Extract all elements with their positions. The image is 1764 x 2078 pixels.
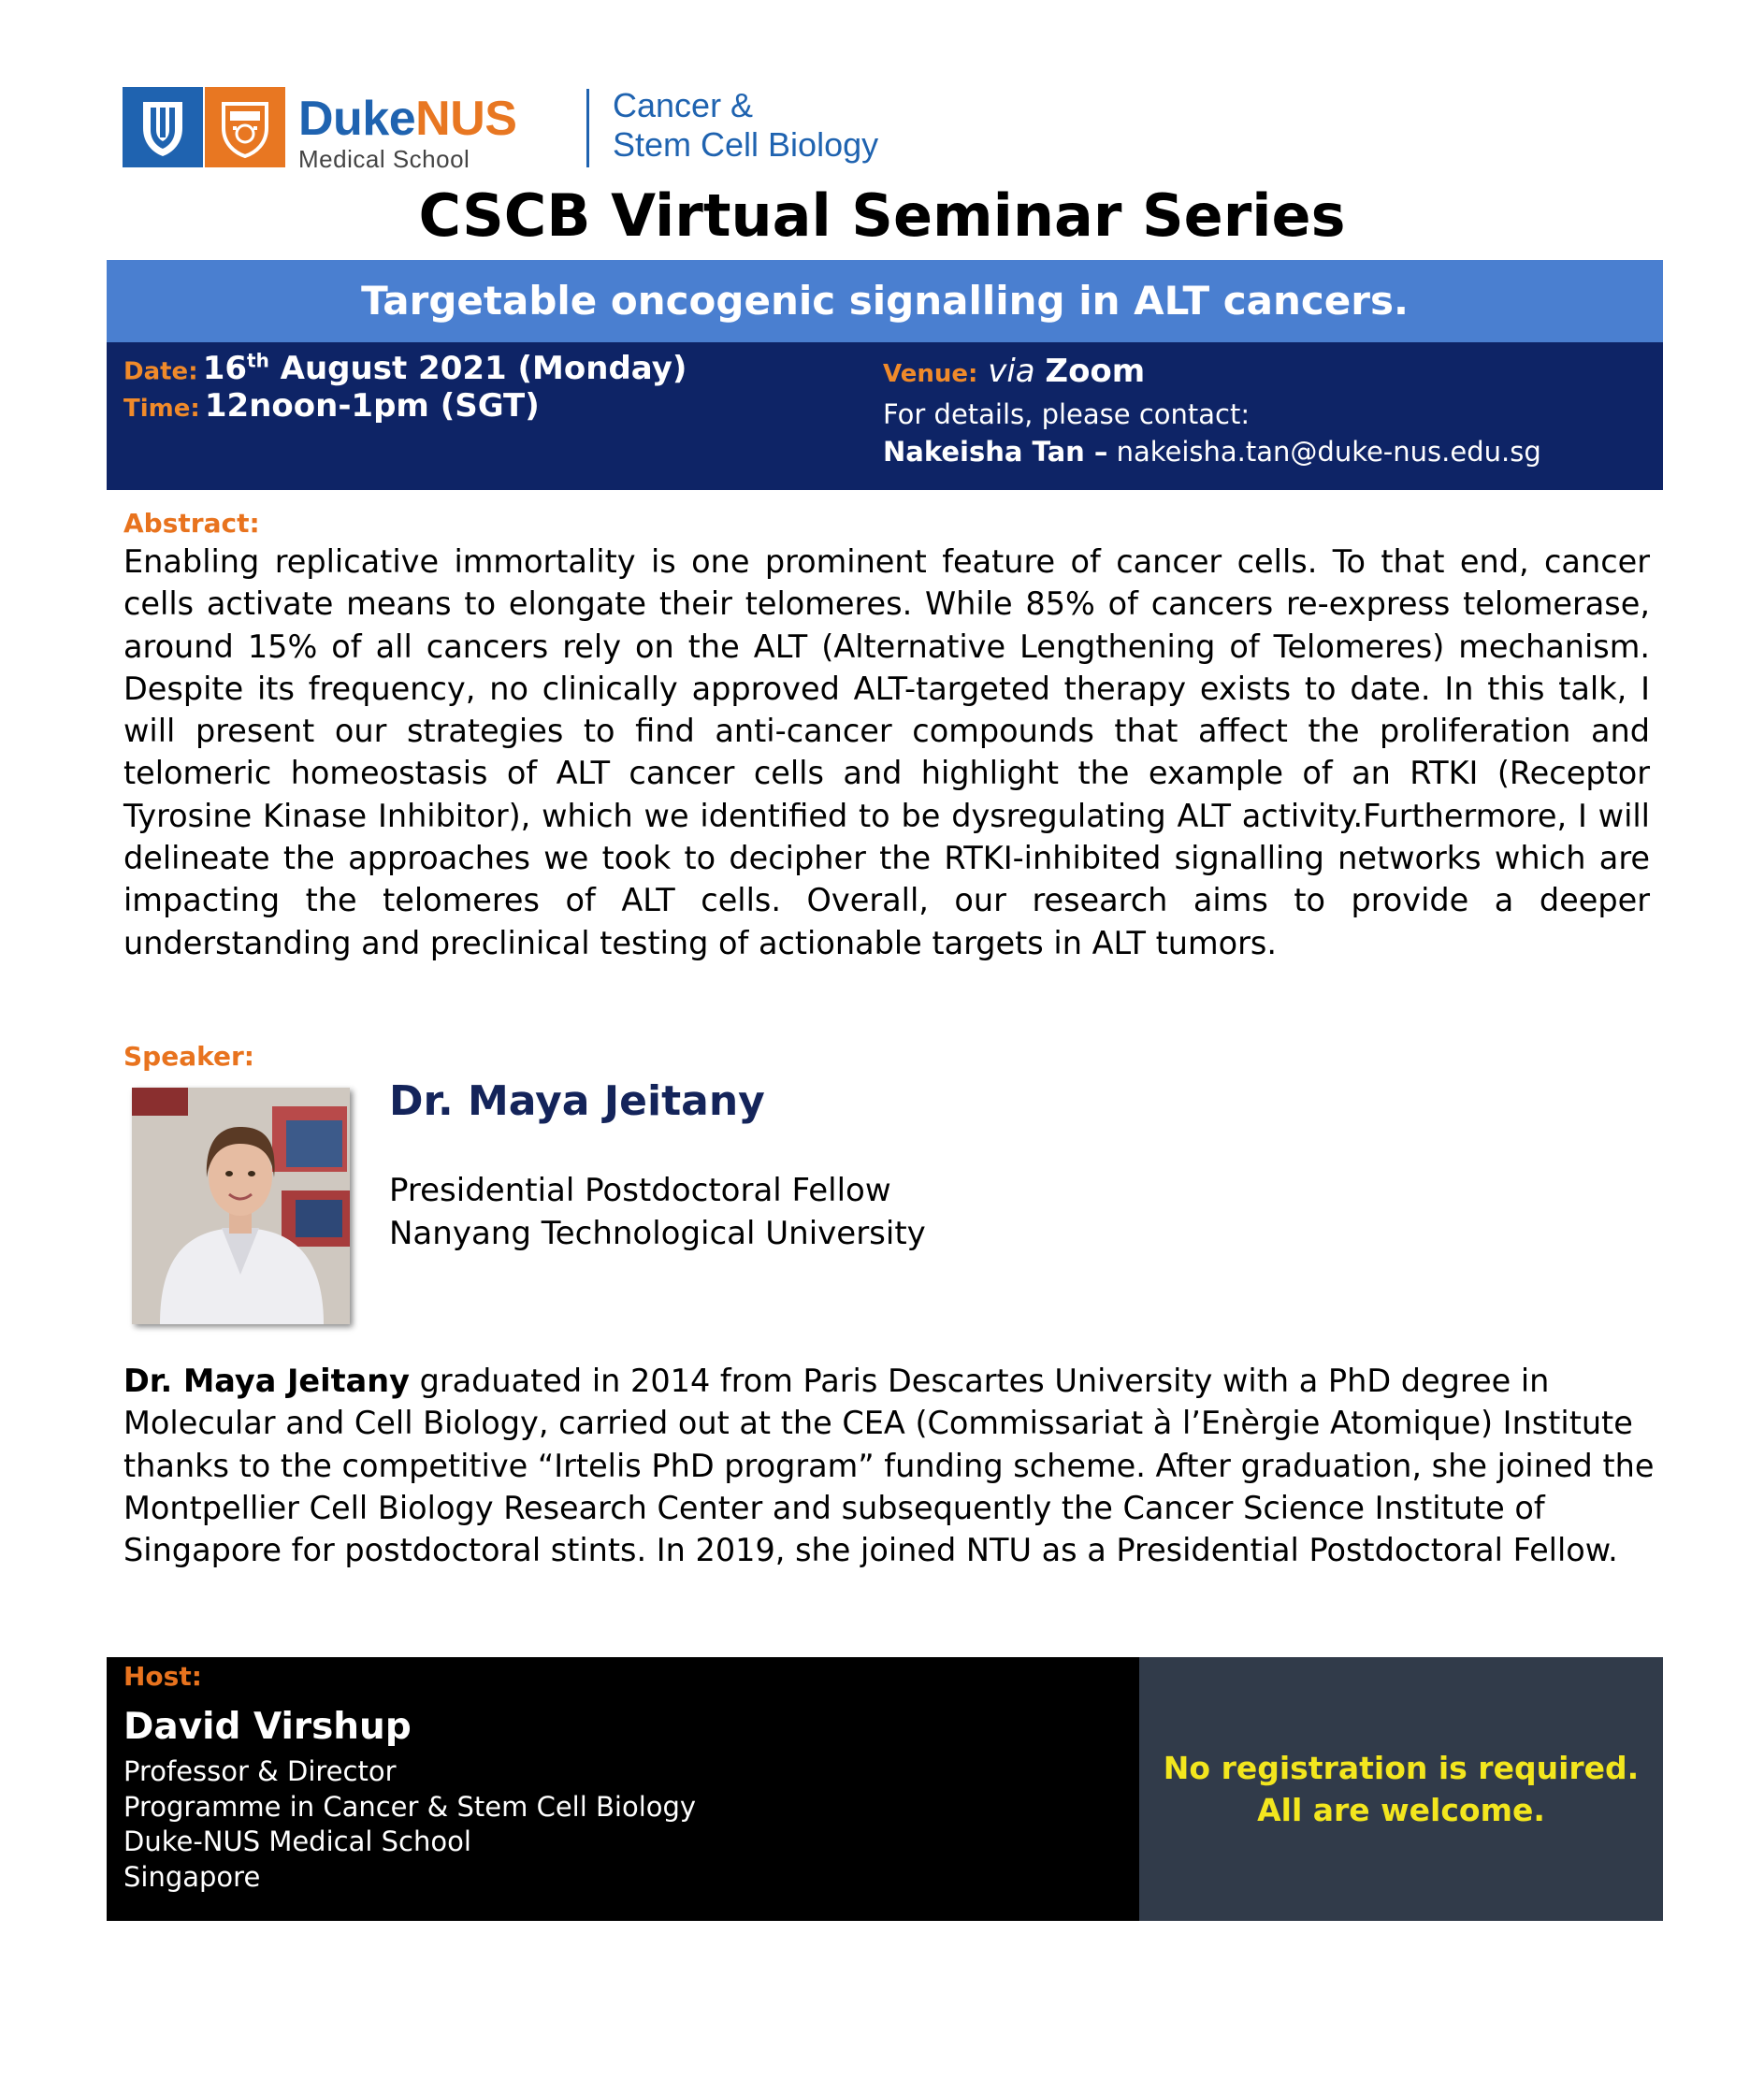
event-info-bar [107,342,1663,490]
host-panel [107,1657,1139,1921]
date-line: Date: 16th August 2021 (Monday) [123,350,687,388]
host-details: Professor & Director Programme in Cancer & Stem Cell Biology Duke-NUS Medical School Singapore [123,1755,697,1893]
duke-shield-icon [123,87,203,167]
logo-subtitle: Medical School [298,145,470,173]
logo-divider [586,89,589,167]
abstract-text: Enabling replicative immortality is one prominent feature of cancer cells. To that end, cancer cells activate means to elongate their telomeres. While 85% of cancers re-express telomerase, around 15% of all cancers rely on the ALT (Alternative Lengthening of Telomeres) mechanism. Despite its frequency, no clinically approved ALT-targeted therapy exists to date. In this talk, I will present our strategies to find anti-cancer compounds that affect the proliferation and telomeric homeostasis of ALT cancer cells and highlight the example of an RTKI (Receptor Tyrosine Kinase Inhibitor), which we identified to be dysregulating ALT activity.Furthermore, I will delineate the approaches we took to decipher the RTKI-inhibited signalling networks which are impacting the telomeres of ALT cells. Overall, our research aims to provide a deeper understanding and preclinical testing of actionable targets in ALT tumors. [123,543,1650,961]
host-name: David Virshup [123,1706,412,1748]
speaker-role: Presidential Postdoctoral Fellow Nanyang Technological University [389,1172,926,1252]
speaker-label: Speaker: [123,1041,254,1072]
contact-intro: For details, please contact: [883,398,1251,430]
venue-line: Venue: via Zoom [883,353,1146,390]
abstract-label: Abstract: [123,508,260,539]
nus-crest-icon [205,87,285,167]
contact-email[interactable]: nakeisha.tan@duke-nus.edu.sg [1116,436,1541,468]
duke-nus-logo [123,87,517,173]
speaker-bio: Dr. Maya Jeitany graduated in 2014 from Paris Descartes University with a PhD degree in Molecular and Cell Biology, carried out at the CEA (Commissariat à l’Enèrgie Atomique) Institute thanks to the competitive “Irtelis PhD program” funding scheme. After graduation, she joined the Montpellier Cell Biology Research Center and subsequently the Cancer Science Institute of Singapore for postdoctoral stints. In 2019, she joined NTU as a Presidential Postdoctoral Fellow. [123,1363,1655,1569]
time-line: Time: 12noon-1pm (SGT) [123,387,540,426]
host-label: Host: [123,1661,202,1692]
talk-title: Targetable oncogenic signalling in ALT cancers. [107,260,1663,342]
registration-notice: No registration is required. All are welcome. [1139,1657,1663,1921]
speaker-photo [132,1088,350,1324]
contact-line: Nakeisha Tan – nakeisha.tan@duke-nus.edu.sg [883,436,1541,468]
logo-wordmark: DukeNUS [298,92,517,146]
series-title: CSCB Virtual Seminar Series [418,181,1346,250]
speaker-name: Dr. Maya Jeitany [389,1077,765,1125]
department-name: Cancer & Stem Cell Biology [613,86,879,164]
